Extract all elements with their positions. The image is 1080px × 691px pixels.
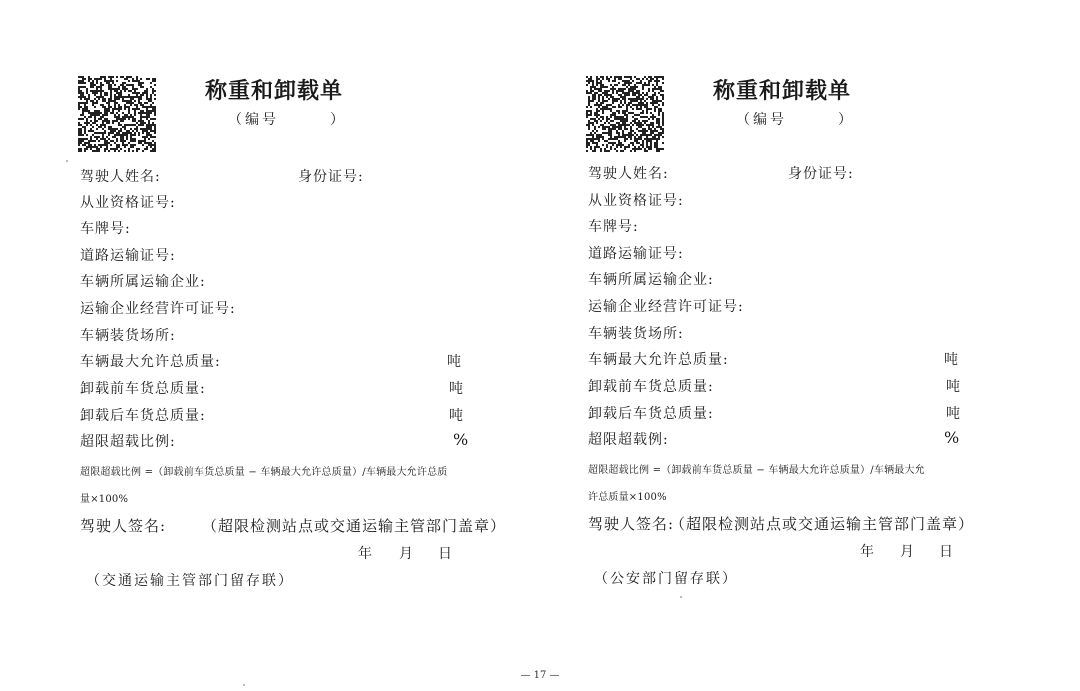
id-number-label: 身份证号: — [298, 169, 364, 185]
date-year: 年 — [860, 544, 874, 560]
weighing-form-right — [508, 0, 988, 691]
max-mass-label: 车辆最大允许总质量: — [588, 352, 729, 368]
date-year: 年 — [358, 546, 372, 562]
scan-speck — [680, 596, 682, 598]
date-day: 日 — [438, 546, 452, 562]
qr-code-icon — [586, 76, 664, 152]
before-mass-unit: 吨 — [946, 379, 960, 395]
stamp-note: （超限检测站点或交通运输主管部门盖章） — [202, 517, 507, 535]
id-number-label: 身份证号: — [788, 166, 854, 182]
ratio-unit: % — [453, 430, 469, 449]
ratio-unit: % — [944, 428, 960, 447]
qualification-label: 从业资格证号: — [80, 195, 176, 211]
plate-label: 车牌号: — [80, 221, 131, 237]
ratio-label: 超限超载比例: — [80, 434, 176, 450]
form-title: 称重和卸载单 — [205, 79, 344, 104]
formula-line-2: 量×100% — [80, 494, 129, 505]
stamp-note: （超限检测站点或交通运输主管部门盖章） — [670, 515, 975, 533]
scan-speck — [243, 684, 245, 686]
before-mass-label: 卸载前车货总质量: — [80, 381, 206, 397]
formula-line-2: 许总质量×100% — [588, 492, 667, 503]
max-mass-unit: 吨 — [447, 354, 461, 370]
max-mass-unit: 吨 — [944, 352, 958, 368]
copy-note: （公安部门留存联） — [594, 571, 738, 587]
signature-label: 驾驶人签名: — [80, 517, 167, 535]
qr-code-icon — [78, 76, 156, 152]
page-number: — 17 — — [520, 670, 560, 681]
license-label: 运输企业经营许可证号: — [80, 301, 236, 317]
weighing-form-left — [0, 0, 507, 691]
form-serial: （编号 ） — [228, 112, 347, 128]
scan-speck — [66, 160, 68, 162]
plate-label: 车牌号: — [588, 219, 639, 235]
qualification-label: 从业资格证号: — [588, 193, 684, 209]
transport-cert-label: 道路运输证号: — [80, 248, 176, 264]
transport-cert-label: 道路运输证号: — [588, 246, 684, 262]
formula-line-1: 超限超载比例 =（卸载前车货总质量 − 车辆最大允许总质量）/车辆最大允 — [588, 465, 925, 476]
form-title: 称重和卸载单 — [713, 79, 852, 104]
company-label: 车辆所属运输企业: — [80, 274, 206, 290]
date-day: 日 — [939, 544, 953, 560]
license-label: 运输企业经营许可证号: — [588, 299, 744, 315]
loading-site-label: 车辆装货场所: — [588, 326, 684, 342]
date-month: 月 — [900, 544, 914, 560]
after-mass-label: 卸载后车货总质量: — [588, 406, 714, 422]
ratio-label: 超限超载例: — [588, 432, 669, 448]
date-month: 月 — [399, 546, 413, 562]
after-mass-unit: 吨 — [449, 408, 463, 424]
before-mass-unit: 吨 — [449, 381, 463, 397]
driver-name-label: 驾驶人姓名: — [588, 166, 669, 182]
loading-site-label: 车辆装货场所: — [80, 328, 176, 344]
max-mass-label: 车辆最大允许总质量: — [80, 354, 221, 370]
copy-note: （交通运输主管部门留存联） — [86, 573, 294, 589]
form-serial: （编号 ） — [736, 112, 855, 128]
before-mass-label: 卸载前车货总质量: — [588, 379, 714, 395]
signature-label: 驾驶人签名: — [588, 515, 675, 533]
company-label: 车辆所属运输企业: — [588, 272, 714, 288]
formula-line-1: 超限超载比例 =（卸载前车货总质量 − 车辆最大允许总质量）/车辆最大允许总质 — [80, 467, 448, 478]
after-mass-label: 卸载后车货总质量: — [80, 408, 206, 424]
driver-name-label: 驾驶人姓名: — [80, 169, 161, 185]
after-mass-unit: 吨 — [946, 406, 960, 422]
